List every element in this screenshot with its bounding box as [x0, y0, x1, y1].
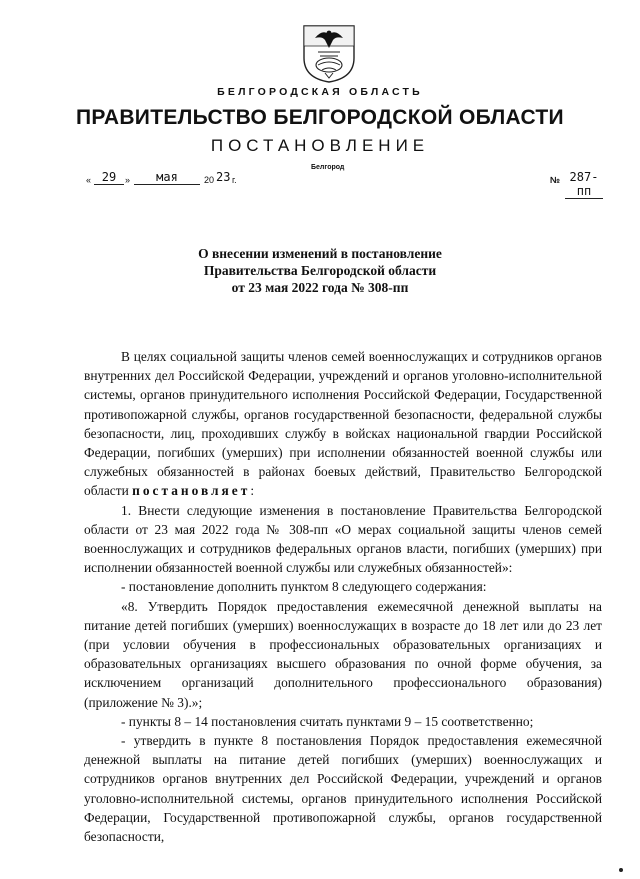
date-day: 29	[94, 170, 124, 185]
document-type: ПОСТАНОВЛЕНИЕ	[210, 136, 430, 155]
number-label: №	[550, 175, 561, 185]
document-number: 287-пп	[565, 170, 603, 199]
date-year-abbr: г.	[232, 175, 237, 185]
date-number-line	[86, 170, 602, 198]
preamble-text: В целях социальной защиты членов семей военнослужащих и сотрудников органов внутренних дел Российской Федерации, учреждений и органов уголовно-исполнительной системы, органов принудительного исполнения Российской Федерации, Государственной противопожарной службы, органов государственной безопасности, федеральной службы безопасности, лиц, проходивших службу в войсках национальной гвардии Российской Федерации, погибших (умерших) при исполнении обязанностей военной службы или служебных обязанностей в районах боевых действий, Правительство Белгородской области	[84, 349, 602, 499]
date-open-quote: «	[86, 175, 92, 185]
date-year-suffix: 23	[216, 170, 231, 184]
region-name: БЕЛГОРОДСКАЯ ОБЛАСТЬ	[217, 86, 423, 98]
date-year-prefix: 20	[204, 175, 215, 185]
paragraph-preamble	[84, 347, 602, 501]
resolves-word: постановляет	[132, 483, 251, 499]
title-line-3: от 23 мая 2022 года № 308-пп	[231, 280, 409, 295]
paragraph-point-8: «8. Утвердить Порядок предоставления ежемесячной денежной выплаты на питание детей погибших (умерших) военнослужащих в возрасте до 18 лет или до 23 лет (при условии обучения в профессиональных образовательных организациях и образовательных организациях высшего образования по очной форме обучения, за исключением организаций дополнительного профессионального образования) (приложение № 3).»;	[84, 598, 602, 710]
document-body	[84, 347, 602, 846]
document-title	[0, 245, 640, 296]
paragraph-renumber: - пункты 8 – 14 постановления считать пунктами 9 – 15 соответственно;	[121, 713, 534, 729]
paragraph-item-1: 1. Внести следующие изменения в постановление Правительства Белгородской области от 23 мая 2022 года № 308-пп «О мерах социальной защиты членов семей военнослужащих и сотрудников федеральных органов власти, погибших (умерших) при исполнении обязанностей военной службы или служебных обязанностей»:	[84, 502, 602, 576]
coat-of-arms-icon	[300, 22, 358, 84]
paragraph-amend-add: - постановление дополнить пунктом 8 следующего содержания:	[121, 579, 487, 595]
government-name: ПРАВИТЕЛЬСТВО БЕЛГОРОДСКОЙ ОБЛАСТИ	[76, 106, 564, 129]
paragraph-approve: - утвердить в пункте 8 постановления Порядок предоставления ежемесячной денежной выплаты на питание детей погибших (умерших) военнослужащих и сотрудников органов внутренних дел Российской Федерации, учреждений и органов уголовно-исполнительной системы, органов принудительного исполнения Российской Федерации, Государственной противопожарной службы, органов государственной безопасности,	[84, 733, 602, 845]
preamble-colon: :	[250, 483, 255, 499]
date-close-quote: »	[125, 175, 131, 185]
title-line-1: О внесении изменений в постановление	[198, 246, 442, 261]
scan-dot	[619, 868, 623, 872]
date-month: мая	[134, 170, 200, 185]
city-name: Белгород	[311, 164, 345, 171]
title-line-2: Правительства Белгородской области	[203, 263, 437, 278]
